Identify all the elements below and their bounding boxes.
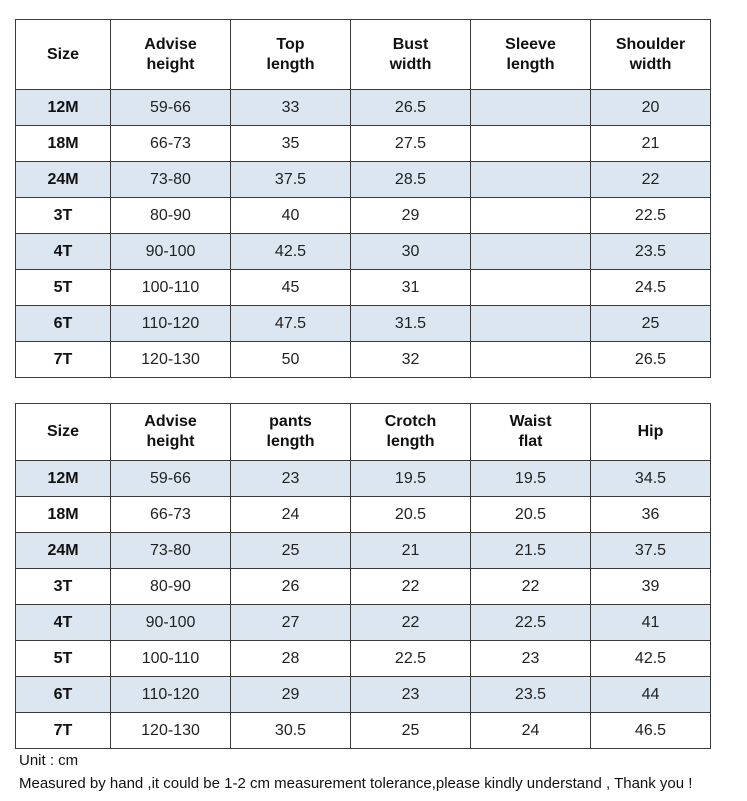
column-header-text: width bbox=[629, 55, 672, 73]
measurement-cell: 26 bbox=[231, 569, 351, 605]
measurement-cell: 32 bbox=[351, 342, 471, 378]
size-cell: 7T bbox=[16, 713, 111, 749]
measurement-cell: 20.5 bbox=[351, 497, 471, 533]
measurement-cell: 30 bbox=[351, 234, 471, 270]
measurement-cell: 28.5 bbox=[351, 162, 471, 198]
column-header-text: Size bbox=[46, 423, 79, 440]
table-row bbox=[16, 641, 711, 677]
measurement-cell: 24 bbox=[231, 497, 351, 533]
unit-note: Unit : cm bbox=[19, 752, 79, 769]
measurement-cell: 47.5 bbox=[231, 306, 351, 342]
measurement-cell: 110-120 bbox=[111, 306, 231, 342]
measurement-cell: 45 bbox=[231, 270, 351, 306]
table-header-row bbox=[16, 20, 711, 90]
measurement-cell: 28 bbox=[231, 641, 351, 677]
table-row bbox=[16, 306, 711, 342]
measurement-cell: 80-90 bbox=[111, 569, 231, 605]
size-cell: 6T bbox=[16, 677, 111, 713]
measurement-cell: 23 bbox=[471, 641, 591, 677]
size-cell: 12M bbox=[16, 461, 111, 497]
measurement-cell: 80-90 bbox=[111, 198, 231, 234]
column-header bbox=[471, 20, 591, 90]
measurement-cell: 25 bbox=[351, 713, 471, 749]
measurement-cell: 73-80 bbox=[111, 162, 231, 198]
table-row bbox=[16, 605, 711, 641]
column-header bbox=[591, 404, 711, 461]
measurement-cell: 90-100 bbox=[111, 234, 231, 270]
measurement-cell bbox=[471, 126, 591, 162]
measurement-cell: 100-110 bbox=[111, 270, 231, 306]
table-row bbox=[16, 461, 711, 497]
table-row bbox=[16, 90, 711, 126]
pants-size-table bbox=[15, 403, 711, 749]
table-row bbox=[16, 677, 711, 713]
measurement-cell: 22 bbox=[351, 569, 471, 605]
column-header bbox=[591, 20, 711, 90]
measurement-cell: 66-73 bbox=[111, 497, 231, 533]
measurement-cell: 20 bbox=[591, 90, 711, 126]
measurement-cell: 34.5 bbox=[591, 461, 711, 497]
size-cell: 5T bbox=[16, 641, 111, 677]
measurement-cell: 30.5 bbox=[231, 713, 351, 749]
measurement-cell: 27 bbox=[231, 605, 351, 641]
measurement-cell: 37.5 bbox=[231, 162, 351, 198]
table-row bbox=[16, 270, 711, 306]
column-header-text: Shoulder bbox=[615, 35, 686, 53]
measurement-cell: 100-110 bbox=[111, 641, 231, 677]
measurement-cell: 23 bbox=[351, 677, 471, 713]
column-header bbox=[351, 404, 471, 461]
size-cell: 24M bbox=[16, 533, 111, 569]
measurement-cell: 120-130 bbox=[111, 713, 231, 749]
table-header-row bbox=[16, 404, 711, 461]
size-cell: 18M bbox=[16, 497, 111, 533]
column-header bbox=[16, 20, 111, 90]
measurement-cell: 21 bbox=[591, 126, 711, 162]
column-header-text: Size bbox=[46, 45, 79, 63]
size-cell: 24M bbox=[16, 162, 111, 198]
table-row bbox=[16, 234, 711, 270]
measurement-cell: 50 bbox=[231, 342, 351, 378]
measurement-cell: 42.5 bbox=[591, 641, 711, 677]
column-header bbox=[351, 20, 471, 90]
table-row bbox=[16, 126, 711, 162]
size-cell: 3T bbox=[16, 198, 111, 234]
measurement-cell: 26.5 bbox=[591, 342, 711, 378]
size-cell: 6T bbox=[16, 306, 111, 342]
measurement-cell: 42.5 bbox=[231, 234, 351, 270]
measurement-cell: 29 bbox=[351, 198, 471, 234]
table-row bbox=[16, 162, 711, 198]
measurement-cell: 40 bbox=[231, 198, 351, 234]
measurement-cell: 23 bbox=[231, 461, 351, 497]
measurement-cell: 33 bbox=[231, 90, 351, 126]
size-cell: 4T bbox=[16, 234, 111, 270]
measurement-cell bbox=[471, 90, 591, 126]
column-header-text: Advise bbox=[144, 413, 197, 430]
measurement-cell: 35 bbox=[231, 126, 351, 162]
column-header bbox=[111, 404, 231, 461]
measurement-cell: 36 bbox=[591, 497, 711, 533]
size-cell: 7T bbox=[16, 342, 111, 378]
table-row bbox=[16, 713, 711, 749]
column-header-text: length bbox=[266, 55, 315, 73]
measurement-cell bbox=[471, 306, 591, 342]
measurement-cell: 39 bbox=[591, 569, 711, 605]
column-header-text: height bbox=[146, 55, 195, 73]
column-header-text: length bbox=[266, 433, 315, 450]
measurement-cell: 59-66 bbox=[111, 461, 231, 497]
measurement-cell: 25 bbox=[591, 306, 711, 342]
column-header bbox=[471, 404, 591, 461]
measurement-cell: 23.5 bbox=[591, 234, 711, 270]
column-header-text: Crotch bbox=[384, 413, 437, 430]
column-header-text: pants bbox=[269, 413, 312, 430]
measurement-cell bbox=[471, 342, 591, 378]
measurement-cell bbox=[471, 162, 591, 198]
measurement-cell: 21 bbox=[351, 533, 471, 569]
top-size-table bbox=[15, 19, 711, 378]
measurement-cell: 59-66 bbox=[111, 90, 231, 126]
measurement-cell: 66-73 bbox=[111, 126, 231, 162]
measurement-cell: 25 bbox=[231, 533, 351, 569]
measurement-cell: 26.5 bbox=[351, 90, 471, 126]
size-cell: 4T bbox=[16, 605, 111, 641]
measurement-cell: 31.5 bbox=[351, 306, 471, 342]
measurement-cell: 24 bbox=[471, 713, 591, 749]
measurement-cell: 22.5 bbox=[351, 641, 471, 677]
measurement-cell: 110-120 bbox=[111, 677, 231, 713]
measurement-cell: 29 bbox=[231, 677, 351, 713]
measurement-note: Measured by hand ,it could be 1-2 cm measurement tolerance,please kindly understand , Thank you ! bbox=[19, 775, 693, 792]
table-row bbox=[16, 198, 711, 234]
measurement-cell: 120-130 bbox=[111, 342, 231, 378]
measurement-cell: 46.5 bbox=[591, 713, 711, 749]
measurement-cell: 20.5 bbox=[471, 497, 591, 533]
column-header bbox=[231, 20, 351, 90]
size-cell: 12M bbox=[16, 90, 111, 126]
column-header-text: height bbox=[146, 433, 195, 450]
measurement-cell: 23.5 bbox=[471, 677, 591, 713]
column-header-text: Top bbox=[276, 35, 305, 53]
table-row bbox=[16, 342, 711, 378]
size-cell: 5T bbox=[16, 270, 111, 306]
column-header-text: length bbox=[386, 433, 435, 450]
measurement-cell: 22 bbox=[591, 162, 711, 198]
measurement-cell: 21.5 bbox=[471, 533, 591, 569]
column-header-text: Waist bbox=[509, 413, 552, 430]
measurement-cell: 22 bbox=[471, 569, 591, 605]
measurement-cell: 37.5 bbox=[591, 533, 711, 569]
measurement-cell: 31 bbox=[351, 270, 471, 306]
measurement-cell bbox=[471, 270, 591, 306]
measurement-cell: 73-80 bbox=[111, 533, 231, 569]
column-header-text: Advise bbox=[144, 35, 197, 53]
column-header-text: flat bbox=[518, 433, 543, 450]
measurement-cell: 90-100 bbox=[111, 605, 231, 641]
size-cell: 18M bbox=[16, 126, 111, 162]
measurement-cell: 22.5 bbox=[471, 605, 591, 641]
measurement-cell: 27.5 bbox=[351, 126, 471, 162]
column-header-text: Bust bbox=[392, 35, 429, 53]
measurement-cell bbox=[471, 234, 591, 270]
column-header-text: Sleeve bbox=[505, 35, 556, 53]
column-header bbox=[111, 20, 231, 90]
table-row bbox=[16, 533, 711, 569]
measurement-cell: 24.5 bbox=[591, 270, 711, 306]
measurement-cell: 19.5 bbox=[351, 461, 471, 497]
size-cell: 3T bbox=[16, 569, 111, 605]
column-header-text: length bbox=[506, 55, 555, 73]
column-header bbox=[231, 404, 351, 461]
measurement-cell: 44 bbox=[591, 677, 711, 713]
column-header-text: Hip bbox=[637, 423, 664, 440]
measurement-cell: 41 bbox=[591, 605, 711, 641]
measurement-cell: 22.5 bbox=[591, 198, 711, 234]
table-row bbox=[16, 497, 711, 533]
column-header-text: width bbox=[389, 55, 432, 73]
measurement-cell bbox=[471, 198, 591, 234]
measurement-cell: 22 bbox=[351, 605, 471, 641]
table-row bbox=[16, 569, 711, 605]
measurement-cell: 19.5 bbox=[471, 461, 591, 497]
column-header bbox=[16, 404, 111, 461]
